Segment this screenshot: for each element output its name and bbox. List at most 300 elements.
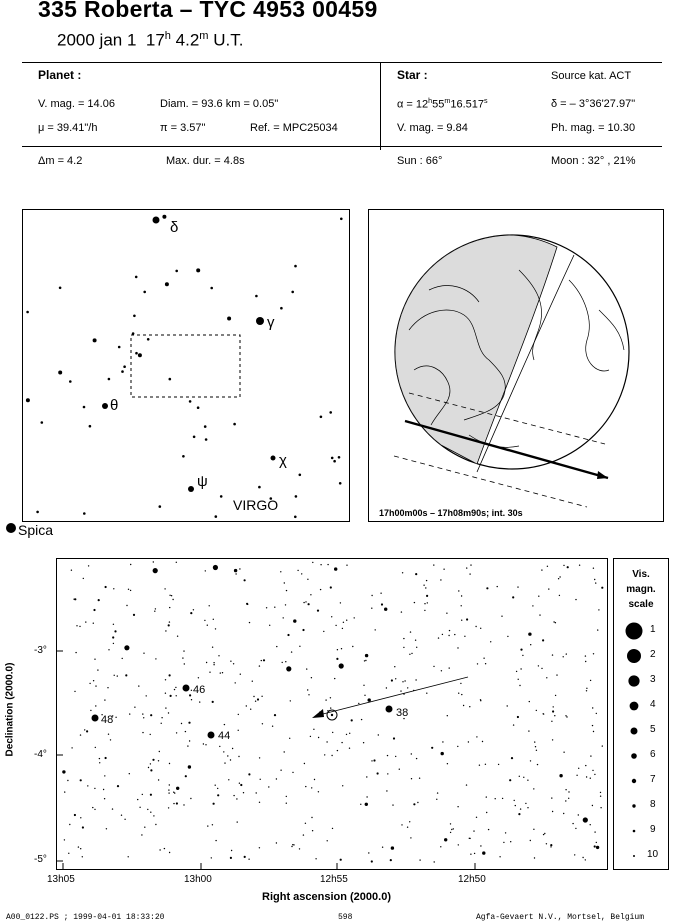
planet-motion: μ = 39.41"/h — [38, 122, 98, 134]
field-star — [291, 846, 292, 847]
finder-star — [135, 276, 138, 279]
field-star — [113, 643, 114, 644]
finder-star — [118, 346, 121, 349]
field-star — [336, 658, 338, 660]
asteroid-track — [319, 677, 468, 715]
field-star — [424, 603, 425, 604]
field-star — [80, 779, 82, 781]
star-38-marker — [386, 706, 393, 713]
field-star — [463, 705, 464, 706]
field-star — [342, 785, 343, 786]
field-star — [168, 807, 169, 808]
field-star — [185, 731, 186, 732]
field-star — [150, 812, 151, 813]
field-star — [94, 788, 95, 789]
finder-star — [339, 482, 342, 485]
field-star — [520, 808, 521, 809]
field-star — [287, 634, 289, 636]
field-star — [536, 750, 537, 751]
field-star — [176, 695, 177, 696]
field-star — [520, 668, 521, 669]
field-star — [384, 608, 387, 611]
field-star — [261, 660, 262, 661]
field-star — [213, 619, 214, 620]
field-star — [516, 671, 517, 672]
field-star — [307, 579, 308, 580]
field-star — [227, 755, 228, 756]
spica-marker — [6, 523, 16, 533]
field-star — [449, 667, 450, 668]
field-star — [230, 759, 231, 760]
field-star — [541, 569, 542, 570]
field-star — [282, 662, 283, 663]
field-star — [82, 856, 83, 857]
field-star — [486, 796, 487, 797]
field-star — [115, 717, 116, 718]
field-star — [519, 776, 520, 777]
field-star — [371, 760, 372, 761]
field-star — [544, 833, 545, 834]
field-star — [285, 604, 286, 605]
field-star — [233, 795, 234, 796]
field-star — [94, 809, 95, 810]
field-star — [592, 707, 593, 708]
field-star — [563, 752, 564, 753]
field-star — [97, 669, 98, 670]
field-star — [205, 570, 206, 571]
magnitude-legend — [613, 558, 669, 870]
field-star — [280, 571, 281, 572]
field-star — [310, 594, 311, 595]
field-star — [364, 660, 365, 661]
field-star — [308, 603, 310, 605]
field-star — [121, 815, 122, 816]
legend-title-1: Vis. — [632, 569, 650, 580]
field-star — [238, 730, 239, 731]
field-star — [572, 823, 573, 824]
field-star — [424, 610, 425, 611]
field-star — [342, 628, 343, 629]
field-star — [416, 647, 417, 648]
field-star — [78, 846, 79, 847]
field-star — [64, 791, 65, 792]
planet-parallax: π = 3.57" — [160, 122, 206, 134]
finder-star — [338, 456, 341, 459]
field-star — [543, 834, 544, 835]
globe-svg — [369, 210, 663, 521]
field-star — [318, 791, 319, 792]
field-star — [365, 660, 366, 661]
field-star — [99, 758, 100, 759]
field-star — [373, 759, 375, 761]
star-46-marker — [183, 685, 190, 692]
legend-mag-2: 2 — [650, 649, 656, 660]
finder-star — [258, 486, 261, 489]
field-star — [600, 807, 601, 808]
field-star — [289, 738, 290, 739]
field-star — [176, 787, 179, 790]
field-star — [233, 663, 234, 664]
finder-star — [138, 353, 142, 357]
field-star — [371, 860, 373, 862]
field-star — [349, 733, 350, 734]
legend-mag-8: 8 — [650, 799, 656, 810]
field-star — [297, 570, 298, 571]
field-star — [499, 856, 500, 857]
field-star — [586, 688, 587, 689]
field-star — [238, 714, 239, 715]
field-star — [176, 732, 177, 733]
field-star — [337, 649, 338, 650]
field-star — [517, 586, 518, 587]
field-star — [568, 791, 569, 792]
field-star — [586, 776, 587, 777]
field-star — [519, 685, 520, 686]
field-star — [239, 783, 240, 784]
field-star — [552, 710, 554, 712]
field-star — [585, 859, 586, 860]
field-star — [533, 788, 534, 789]
field-star — [415, 573, 417, 575]
field-star — [169, 595, 170, 596]
field-star — [153, 568, 158, 573]
field-star — [188, 765, 191, 768]
field-star — [575, 599, 576, 600]
finder-star — [340, 218, 343, 221]
legend-dot — [633, 830, 636, 833]
finder-star — [227, 317, 231, 321]
field-star — [475, 626, 476, 627]
field-star — [335, 625, 336, 626]
field-star — [148, 767, 149, 768]
legend-mag-1: 1 — [650, 624, 656, 635]
field-star — [285, 661, 286, 662]
field-star — [133, 614, 135, 616]
field-star — [243, 792, 244, 793]
field-star — [390, 859, 392, 861]
field-star — [401, 611, 402, 612]
field-star — [332, 828, 333, 829]
field-star — [468, 741, 469, 742]
field-star — [534, 857, 535, 858]
field-star — [585, 661, 586, 662]
star-vmag: V. mag. = 9.84 — [397, 122, 468, 134]
field-star — [155, 658, 156, 659]
field-star — [568, 798, 569, 799]
field-star — [95, 747, 96, 748]
field-star — [181, 723, 182, 724]
field-star — [366, 776, 367, 777]
field-star — [469, 573, 470, 574]
field-star — [159, 751, 160, 752]
field-star — [212, 647, 213, 648]
field-star — [503, 842, 504, 843]
finder-star — [204, 425, 207, 428]
field-star — [466, 618, 468, 620]
field-star — [386, 687, 387, 688]
field-star — [104, 699, 105, 700]
field-star — [409, 654, 410, 655]
field-star — [450, 823, 451, 824]
field-star — [185, 775, 187, 777]
finder-chart — [22, 209, 350, 522]
field-star — [565, 715, 566, 716]
legend-mag-10: 10 — [647, 849, 659, 860]
field-star — [574, 854, 575, 855]
field-star — [368, 852, 369, 853]
field-star — [164, 848, 165, 849]
legend-mag-3: 3 — [650, 674, 656, 685]
field-star — [237, 821, 238, 822]
field-star — [326, 741, 327, 742]
field-star — [411, 753, 412, 754]
field-star — [104, 798, 105, 799]
field-star — [311, 787, 312, 788]
field-star — [211, 857, 212, 858]
field-star — [555, 695, 556, 696]
field-star — [461, 620, 462, 621]
field-star — [284, 582, 285, 583]
field-star — [552, 811, 553, 812]
field-star — [536, 710, 537, 711]
field-star — [530, 644, 531, 645]
field-star — [177, 636, 178, 637]
field-star — [283, 617, 284, 618]
legend-svg — [614, 559, 668, 869]
field-star — [534, 741, 535, 742]
field-star — [453, 828, 454, 829]
field-star — [458, 693, 459, 694]
field-star — [590, 755, 591, 756]
star-chi-marker — [271, 456, 276, 461]
finder-star — [26, 398, 30, 402]
minute-unit: m — [199, 30, 209, 42]
field-star — [585, 765, 586, 766]
field-star — [457, 647, 458, 648]
field-star — [113, 588, 114, 589]
field-star — [426, 693, 427, 694]
field-star — [276, 842, 277, 843]
field-star — [262, 723, 263, 724]
legend-mag-9: 9 — [650, 824, 656, 835]
field-star — [486, 587, 488, 589]
field-star — [392, 804, 393, 805]
footer-printer: Agfa-Gevaert N.V., Mortsel, Belgium — [476, 913, 645, 922]
field-star — [244, 579, 246, 581]
field-star — [575, 828, 576, 829]
field-star — [276, 646, 277, 647]
field-star — [75, 652, 76, 653]
field-star — [259, 802, 260, 803]
field-star — [87, 785, 88, 786]
field-star — [80, 817, 81, 818]
field-star — [168, 792, 169, 793]
field-star — [107, 687, 108, 688]
field-star — [480, 845, 481, 846]
field-star — [461, 595, 462, 596]
detail-ylabel: Declination (2000.0) — [4, 662, 16, 757]
field-star — [598, 609, 599, 610]
field-star — [266, 607, 267, 608]
field-star — [346, 734, 347, 735]
field-star — [371, 595, 372, 596]
field-star — [174, 792, 175, 793]
field-star — [590, 680, 591, 681]
field-star — [269, 625, 270, 626]
field-star — [205, 744, 206, 745]
field-star — [423, 585, 424, 586]
field-star — [169, 763, 170, 764]
field-star — [480, 700, 481, 701]
finder-star — [320, 416, 323, 419]
table-mid-rule — [22, 146, 662, 147]
star-theta-marker — [102, 403, 108, 409]
field-star — [391, 846, 394, 849]
finder-star — [333, 460, 336, 463]
field-star — [366, 796, 367, 797]
field-star — [80, 734, 81, 735]
field-star — [595, 582, 596, 583]
field-star — [530, 840, 531, 841]
field-star — [528, 730, 529, 731]
field-star — [161, 717, 162, 718]
field-star — [95, 685, 96, 686]
field-star — [219, 746, 220, 747]
finder-star — [123, 365, 126, 368]
field-star — [404, 680, 405, 681]
field-star — [530, 760, 531, 761]
field-star — [457, 806, 458, 807]
finder-star — [331, 457, 334, 460]
field-star — [246, 705, 247, 706]
field-star — [360, 804, 361, 805]
field-star — [341, 742, 342, 743]
field-star — [182, 657, 183, 658]
field-star — [286, 666, 291, 671]
field-star — [108, 734, 109, 735]
field-star — [436, 799, 437, 800]
field-star — [153, 561, 154, 562]
field-star — [79, 626, 80, 627]
field-star — [213, 662, 214, 663]
field-star — [590, 778, 591, 779]
field-star — [105, 757, 107, 759]
field-star — [255, 701, 256, 702]
field-star — [340, 602, 341, 603]
field-star — [437, 792, 438, 793]
star-number-48: 48 — [101, 714, 114, 726]
detail-chart — [56, 558, 608, 870]
alpha-sec: 16.517 — [450, 98, 484, 111]
field-star — [307, 689, 308, 690]
field-star — [550, 844, 552, 846]
finder-star — [108, 378, 111, 381]
field-star — [112, 808, 113, 809]
star-alpha — [397, 97, 488, 111]
field-star — [507, 636, 508, 637]
finder-star — [133, 315, 136, 318]
field-star — [137, 799, 138, 800]
page-title: 335 Roberta – TYC 4953 00459 — [38, 0, 378, 22]
field-star — [108, 649, 109, 650]
field-star — [215, 628, 216, 629]
field-star — [293, 619, 296, 622]
field-star — [441, 752, 444, 755]
path-arrowhead — [597, 471, 608, 479]
field-star — [203, 743, 204, 744]
star-phmag: Ph. mag. = 10.30 — [551, 122, 636, 134]
field-star — [314, 779, 315, 780]
field-star — [274, 714, 276, 716]
field-star — [518, 813, 520, 815]
legend-mag-4: 4 — [650, 699, 656, 710]
field-star — [312, 562, 313, 563]
field-star — [593, 653, 594, 654]
field-star — [129, 773, 130, 774]
field-star — [365, 803, 368, 806]
finder-star — [189, 400, 192, 403]
finder-stars — [26, 215, 343, 518]
finder-star — [89, 425, 92, 428]
field-star — [184, 663, 185, 664]
field-star — [444, 838, 447, 841]
field-star — [393, 737, 395, 739]
alpha-m: m — [444, 97, 451, 105]
field-star — [364, 695, 365, 696]
alpha-prefix: α = 12 — [397, 98, 429, 111]
field-star — [527, 807, 528, 808]
field-star — [150, 734, 151, 735]
star-48-marker — [92, 715, 99, 722]
field-star — [400, 690, 401, 691]
field-star — [168, 789, 169, 790]
finder-star — [299, 474, 302, 477]
field-star — [103, 789, 104, 790]
field-star — [358, 703, 359, 704]
field-star — [365, 654, 368, 657]
field-star — [513, 724, 514, 725]
y-tick--5: -5° — [34, 854, 47, 865]
field-star — [352, 646, 353, 647]
field-star — [213, 803, 215, 805]
field-star — [249, 622, 250, 623]
field-star — [306, 668, 307, 669]
target-star — [331, 714, 333, 716]
field-star — [308, 694, 309, 695]
field-star — [222, 672, 223, 673]
field-star — [236, 798, 237, 799]
field-star — [191, 690, 192, 691]
field-star — [559, 595, 560, 596]
field-star — [213, 565, 218, 570]
field-star — [377, 772, 379, 774]
star-delta-marker — [153, 217, 160, 224]
field-star — [552, 739, 553, 740]
field-star — [152, 759, 154, 761]
field-star — [443, 569, 444, 570]
footer-file: A00_0122.PS ; 1999-04-01 18:33:20 — [6, 913, 165, 922]
field-star — [117, 675, 118, 676]
field-star — [312, 830, 313, 831]
field-star — [317, 610, 319, 612]
field-star — [105, 586, 107, 588]
field-star — [479, 765, 480, 766]
field-star — [112, 636, 114, 638]
footer-page: 598 — [338, 913, 353, 922]
field-star — [380, 593, 381, 594]
field-star — [538, 665, 539, 666]
field-star — [292, 844, 293, 845]
